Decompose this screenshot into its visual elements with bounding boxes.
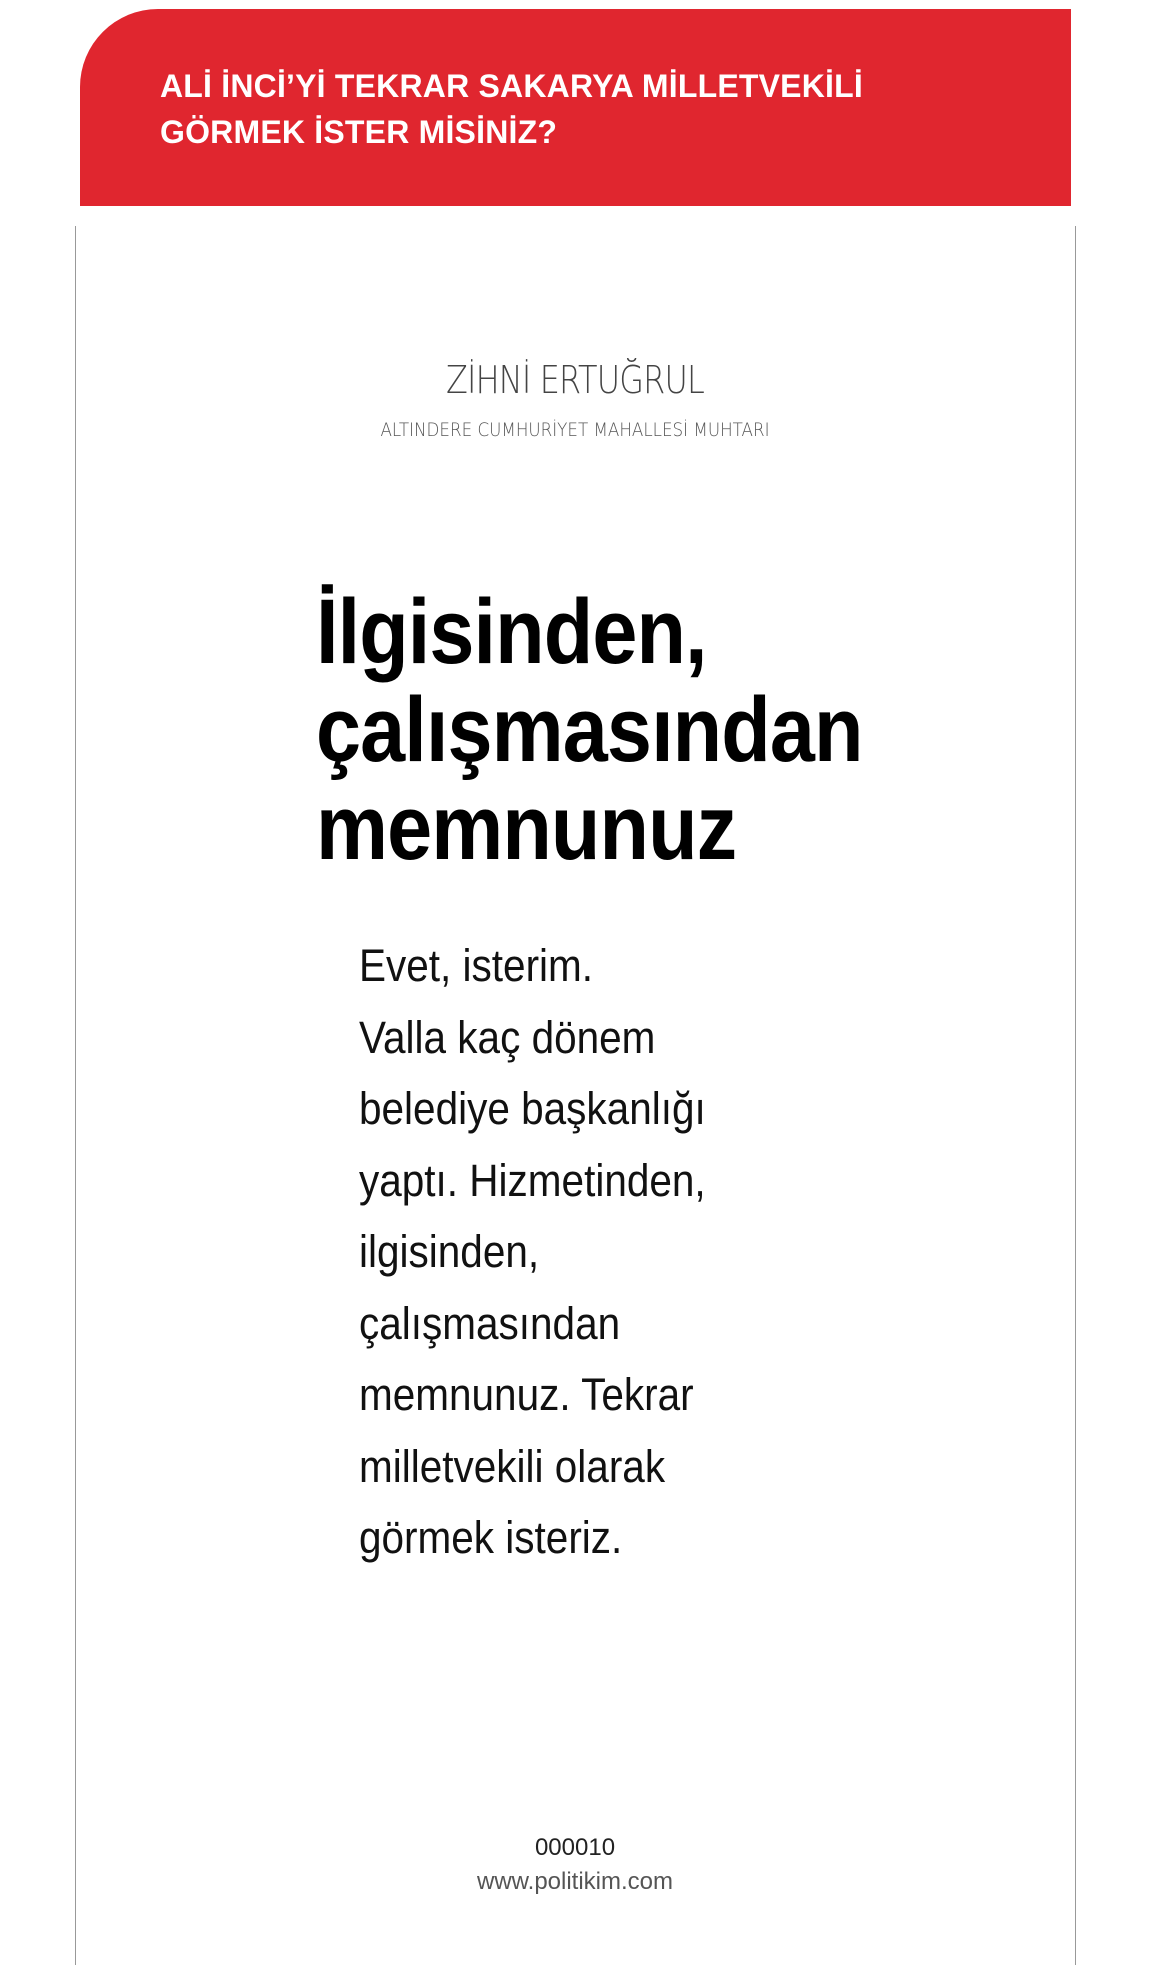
body-line-6: çalışmasından xyxy=(359,1297,621,1349)
headline-line-2: çalışmasından xyxy=(316,679,863,781)
page-number: 000010 xyxy=(534,1834,616,1861)
headline-line-3: memnunuz xyxy=(316,777,737,879)
body-line-8: milletvekili olarak xyxy=(359,1440,666,1492)
author-name: ZİHNİ ERTUĞRUL xyxy=(446,358,704,402)
body-line-5: ilgisinden, xyxy=(359,1226,540,1277)
body-line-4: yaptı. Hizmetinden, xyxy=(359,1154,706,1206)
body-line-9: görmek isteriz. xyxy=(359,1512,623,1563)
left-border-line xyxy=(75,226,76,1965)
question-line-2: GÖRMEK İSTER MİSİNİZ? xyxy=(160,114,558,150)
headline-line-1: İlgisinden, xyxy=(316,581,707,683)
right-border-line xyxy=(1075,226,1076,1965)
headline xyxy=(316,583,1002,877)
question-line-1: ALİ İNCİ’Yİ TEKRAR SAKARYA MİLLETVEKİLİ xyxy=(160,68,863,104)
body-line-3: belediye başkanlığı xyxy=(359,1083,706,1134)
body-line-2: Valla kaç dönem xyxy=(359,1011,656,1063)
website-link[interactable]: www.politikim.com xyxy=(476,1868,674,1895)
author-title: ALTINDERE CUMHURİYET MAHALLESİ MUHTARI xyxy=(380,419,770,441)
body-line-1: Evet, isterim. xyxy=(359,940,594,991)
body-line-7: memnunuz. Tekrar xyxy=(359,1369,694,1420)
quote-body xyxy=(359,930,863,1574)
question-banner xyxy=(80,9,1071,206)
